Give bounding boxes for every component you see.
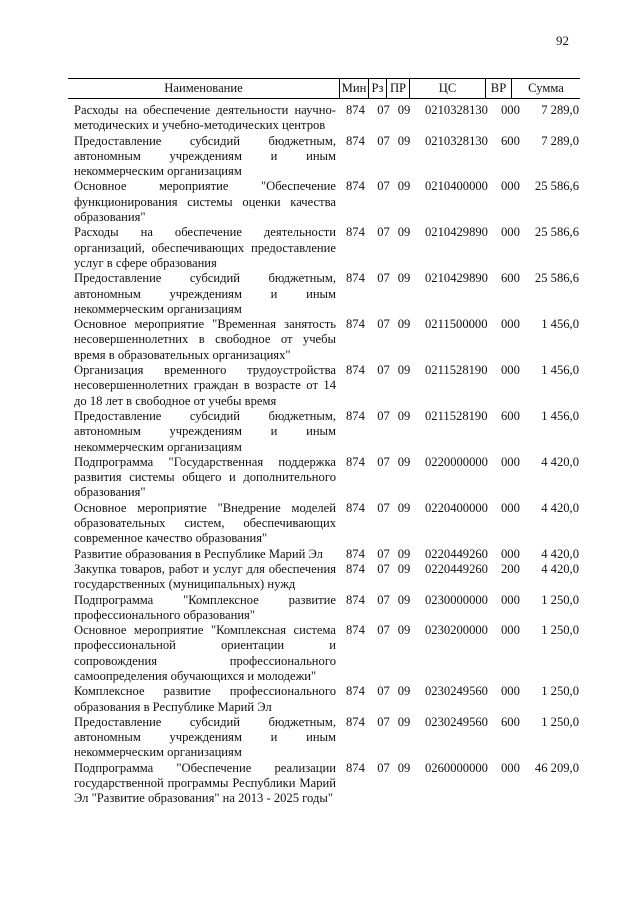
- cell-vr: 000: [501, 317, 520, 332]
- table-row: [74, 593, 579, 624]
- cell-cs: 0210400000: [425, 179, 488, 194]
- cell-name: Основное мероприятие "Внедрение моделей образовательных систем, обеспечивающих современное качество образования": [74, 500, 336, 546]
- cell-vr: 000: [501, 592, 520, 607]
- cell-min: 874: [346, 363, 365, 378]
- cell-sum: 1 250,0: [541, 714, 579, 729]
- cell-min: 874: [346, 623, 365, 638]
- table-header: [68, 78, 580, 99]
- cell-min: 874: [346, 179, 365, 194]
- cell-cs: 0220449260: [425, 546, 488, 561]
- cell-sum: 4 420,0: [541, 454, 579, 469]
- column-header-min: Мин: [339, 79, 368, 98]
- cell-min: 874: [346, 317, 365, 332]
- cell-pr: 09: [397, 133, 411, 148]
- cell-pr: 09: [397, 623, 411, 638]
- page-number: 92: [556, 33, 569, 48]
- table-row: [74, 134, 579, 180]
- cell-name: Основное мероприятие "Временная занятость несовершеннолетних в свободное от учебы время в образовательных организациях": [74, 317, 336, 362]
- cell-pr: 09: [397, 561, 411, 576]
- cell-sum: 7 289,0: [541, 133, 579, 148]
- cell-vr: 000: [501, 623, 520, 638]
- cell-pr: 09: [397, 103, 411, 117]
- cell-name: Комплексное развитие профессионального образования в Республике Марий Эл: [74, 684, 336, 714]
- cell-name: Предоставление субсидий бюджетным, автономным учреждениям и иным некоммерческим организациям: [74, 714, 336, 760]
- cell-vr: 000: [501, 546, 520, 561]
- table-row: [74, 547, 579, 562]
- cell-cs: 0230249560: [425, 684, 488, 699]
- cell-min: 874: [346, 714, 365, 729]
- cell-min: 874: [346, 408, 365, 423]
- cell-vr: 000: [501, 454, 520, 469]
- cell-name: Подпрограмма "Обеспечение реализации государственной программы Республики Марий Эл "Развитие образования" на 2013 - 2025 годы": [74, 760, 336, 806]
- cell-name: Развитие образования в Республике Марий Эл: [74, 546, 323, 561]
- cell-name: Предоставление субсидий бюджетным, автономным учреждениям и иным некоммерческим организациям: [74, 133, 336, 179]
- cell-cs: 0230200000: [425, 623, 488, 638]
- cell-min: 874: [346, 133, 365, 148]
- cell-pr: 09: [397, 317, 411, 332]
- cell-sum: 25 586,6: [534, 225, 579, 240]
- cell-sum: 4 420,0: [541, 546, 579, 561]
- cell-cs: 0210429890: [425, 225, 488, 240]
- cell-rz: 07: [377, 684, 390, 699]
- cell-name: Основное мероприятие "Комплексная система профессиональной ориентации и сопровождения профессионального самоопределения обучающихся и молодежи": [74, 623, 336, 683]
- cell-rz: 07: [377, 179, 390, 194]
- cell-name: Закупка товаров, работ и услуг для обеспечения государственных (муниципальных) нужд: [74, 561, 336, 592]
- cell-cs: 0211500000: [425, 317, 488, 332]
- cell-rz: 07: [377, 760, 390, 775]
- cell-min: 874: [346, 760, 365, 775]
- cell-vr: 000: [501, 684, 520, 699]
- table-row: [74, 103, 579, 134]
- cell-pr: 09: [397, 225, 411, 240]
- table-row: [74, 623, 579, 684]
- cell-vr: 600: [501, 408, 520, 423]
- table-row: [74, 409, 579, 455]
- cell-rz: 07: [377, 454, 390, 469]
- cell-sum: 25 586,6: [534, 179, 579, 194]
- cell-min: 874: [346, 592, 365, 607]
- cell-cs: 0210328130: [425, 103, 488, 117]
- cell-cs: 0230249560: [425, 714, 488, 729]
- cell-min: 874: [346, 561, 365, 576]
- cell-pr: 09: [397, 454, 411, 469]
- column-header-cs: ЦС: [409, 79, 485, 98]
- cell-rz: 07: [377, 317, 390, 332]
- cell-name: Предоставление субсидий бюджетным, автономным учреждениям и иным некоммерческим организациям: [74, 408, 336, 454]
- cell-vr: 000: [501, 225, 520, 240]
- cell-rz: 07: [377, 225, 390, 240]
- cell-rz: 07: [377, 103, 390, 117]
- column-header-pr: ПР: [386, 79, 409, 98]
- cell-cs: 0210328130: [425, 133, 488, 148]
- cell-min: 874: [346, 500, 365, 515]
- cell-pr: 09: [397, 546, 411, 561]
- cell-sum: 1 250,0: [541, 623, 579, 638]
- cell-sum: 1 456,0: [541, 408, 579, 423]
- table-row: [74, 684, 579, 715]
- cell-sum: 4 420,0: [541, 500, 579, 515]
- cell-cs: 0230000000: [425, 592, 488, 607]
- cell-min: 874: [346, 684, 365, 699]
- column-header-rz: Рз: [368, 79, 386, 98]
- cell-sum: 1 250,0: [541, 684, 579, 699]
- cell-rz: 07: [377, 408, 390, 423]
- table-row: [74, 761, 579, 807]
- cell-sum: 1 456,0: [541, 317, 579, 332]
- cell-sum: 25 586,6: [534, 271, 579, 286]
- cell-name: Подпрограмма "Государственная поддержка развития системы общего и дополнительного образования": [74, 454, 336, 500]
- cell-cs: 0220449260: [425, 561, 488, 576]
- cell-cs: 0220400000: [425, 500, 488, 515]
- cell-pr: 09: [397, 714, 411, 729]
- cell-pr: 09: [397, 271, 411, 286]
- cell-min: 874: [346, 454, 365, 469]
- cell-cs: 0211528190: [425, 363, 488, 378]
- cell-vr: 000: [501, 179, 520, 194]
- cell-vr: 000: [501, 500, 520, 515]
- cell-vr: 000: [501, 363, 520, 378]
- cell-sum: 4 420,0: [541, 561, 579, 576]
- cell-sum: 1 456,0: [541, 363, 579, 378]
- table-row: [74, 317, 579, 363]
- table-row: [74, 455, 579, 501]
- cell-pr: 09: [397, 363, 411, 378]
- table-row: [74, 363, 579, 409]
- cell-vr: 600: [501, 714, 520, 729]
- cell-vr: 200: [501, 561, 520, 576]
- cell-name: Организация временного трудоустройства несовершеннолетних граждан в возрасте от 14 до 18 лет в свободное от учебы время: [74, 363, 336, 408]
- cell-name: Предоставление субсидий бюджетным, автономным учреждениям и иным некоммерческим организациям: [74, 271, 336, 316]
- cell-rz: 07: [377, 546, 390, 561]
- cell-pr: 09: [397, 408, 411, 423]
- cell-vr: 600: [501, 133, 520, 148]
- cell-name: Основное мероприятие "Обеспечение функционирования системы оценки качества образования": [74, 179, 336, 225]
- cell-min: 874: [346, 225, 365, 240]
- column-header-vr: ВР: [485, 79, 511, 98]
- cell-name: Расходы на обеспечение деятельности научно-методических и учебно-методических центров: [74, 103, 336, 133]
- cell-vr: 000: [501, 103, 520, 117]
- cell-cs: 0220000000: [425, 454, 488, 469]
- cell-rz: 07: [377, 500, 390, 515]
- cell-pr: 09: [397, 592, 411, 607]
- cell-rz: 07: [377, 271, 390, 286]
- table-body: [74, 103, 579, 807]
- cell-rz: 07: [377, 592, 390, 607]
- table-row: [74, 179, 579, 225]
- cell-vr: 600: [501, 271, 520, 286]
- cell-min: 874: [346, 103, 365, 117]
- cell-min: 874: [346, 271, 365, 286]
- cell-pr: 09: [397, 760, 411, 775]
- cell-rz: 07: [377, 133, 390, 148]
- column-header-name: Наименование: [164, 81, 243, 95]
- table-row: [74, 271, 579, 317]
- cell-rz: 07: [377, 714, 390, 729]
- cell-vr: 000: [501, 760, 520, 775]
- cell-cs: 0211528190: [425, 408, 488, 423]
- cell-pr: 09: [397, 684, 411, 699]
- cell-name: Подпрограмма "Комплексное развитие профессионального образования": [74, 592, 336, 622]
- cell-rz: 07: [377, 561, 390, 576]
- cell-pr: 09: [397, 179, 411, 194]
- cell-sum: 7 289,0: [541, 103, 579, 117]
- cell-cs: 0210429890: [425, 271, 488, 286]
- cell-pr: 09: [397, 500, 411, 515]
- table-row: [74, 501, 579, 547]
- table-row: [74, 562, 579, 593]
- cell-min: 874: [346, 546, 365, 561]
- cell-cs: 0260000000: [425, 760, 488, 775]
- table-row: [74, 715, 579, 761]
- cell-name: Расходы на обеспечение деятельности организаций, обеспечивающих предоставление услуг в сфере образования: [74, 225, 336, 270]
- column-header-sum: Сумма: [511, 79, 580, 98]
- cell-sum: 1 250,0: [541, 592, 579, 607]
- table-row: [74, 225, 579, 271]
- cell-rz: 07: [377, 363, 390, 378]
- cell-sum: 46 209,0: [534, 760, 579, 775]
- cell-rz: 07: [377, 623, 390, 638]
